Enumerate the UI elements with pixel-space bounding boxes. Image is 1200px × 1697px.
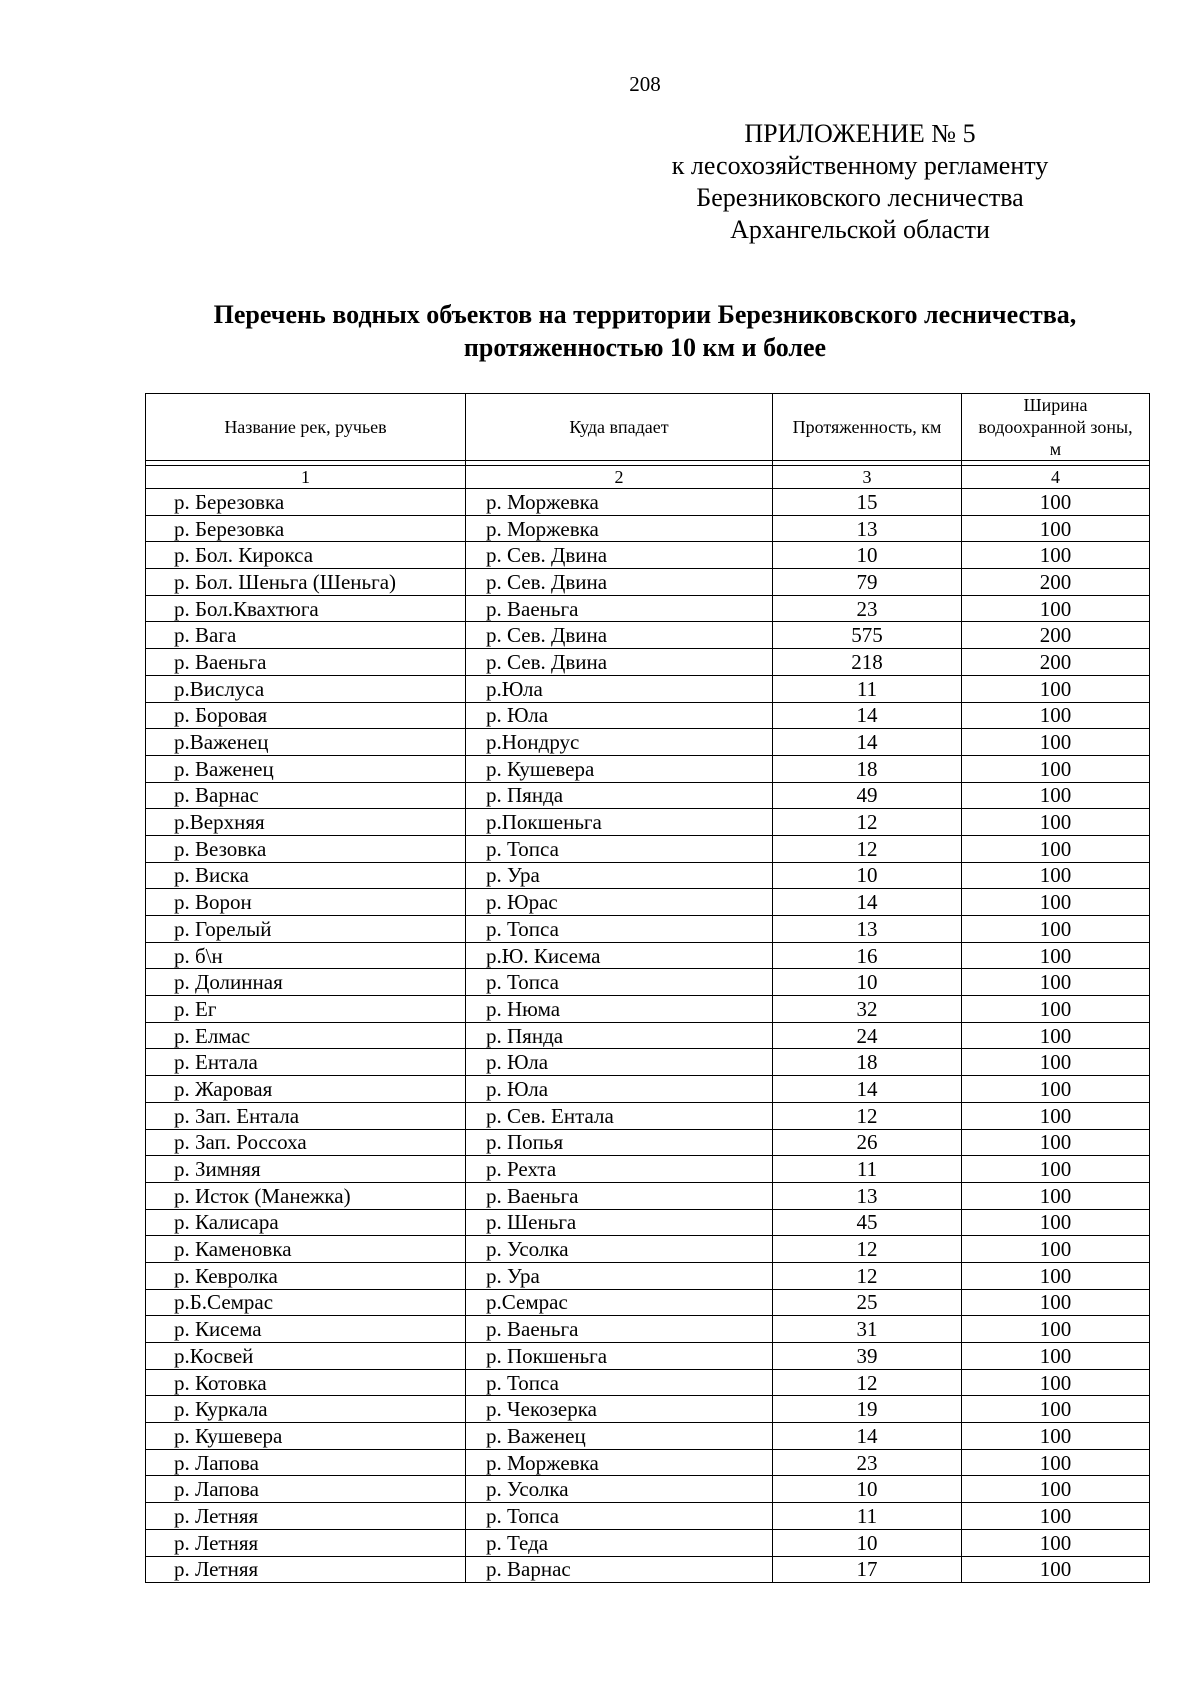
outflow-cell: р.Покшеньга — [466, 809, 773, 836]
length-cell: 12 — [773, 1262, 962, 1289]
river-name-cell: р. Кисема — [146, 1316, 466, 1343]
zone-width-cell: 100 — [962, 1343, 1150, 1370]
zone-width-cell: 100 — [962, 1423, 1150, 1450]
appendix-line-2: к лесохозяйственному регламенту — [671, 151, 1049, 180]
outflow-cell: р. Сев. Ентала — [466, 1102, 773, 1129]
zone-width-cell: 100 — [962, 1236, 1150, 1263]
length-cell: 17 — [773, 1556, 962, 1583]
length-cell: 218 — [773, 649, 962, 676]
table-row — [146, 1316, 1150, 1343]
zone-width-cell: 100 — [962, 889, 1150, 916]
river-name-cell: р. Виска — [146, 862, 466, 889]
river-name-cell: р. Кевролка — [146, 1262, 466, 1289]
outflow-cell: р. Моржевка — [466, 515, 773, 542]
table-row — [146, 1102, 1150, 1129]
zone-width-cell: 100 — [962, 1182, 1150, 1209]
river-name-cell: р. Зимняя — [146, 1156, 466, 1183]
river-name-cell: р. Лапова — [146, 1476, 466, 1503]
river-name-cell: р. Ворон — [146, 889, 466, 916]
length-cell: 10 — [773, 1529, 962, 1556]
river-name-cell: р. Бол. Шеньга (Шеньга) — [146, 569, 466, 596]
length-cell: 13 — [773, 916, 962, 943]
outflow-cell: р. Усолка — [466, 1476, 773, 1503]
river-name-cell: р. Бол.Квахтюга — [146, 595, 466, 622]
river-name-cell: р. Горелый — [146, 916, 466, 943]
outflow-cell: р.Нондрус — [466, 729, 773, 756]
length-cell: 12 — [773, 1369, 962, 1396]
appendix-heading — [640, 118, 1080, 246]
zone-width-cell: 100 — [962, 1102, 1150, 1129]
outflow-cell: р. Ваеньга — [466, 1316, 773, 1343]
table-row — [146, 515, 1150, 542]
length-cell: 39 — [773, 1343, 962, 1370]
table-row — [146, 622, 1150, 649]
table-row — [146, 1529, 1150, 1556]
zone-width-cell: 100 — [962, 1022, 1150, 1049]
outflow-cell: р. Пянда — [466, 782, 773, 809]
river-name-cell: р. Долинная — [146, 969, 466, 996]
table-row — [146, 1343, 1150, 1370]
outflow-cell: р. Шеньга — [466, 1209, 773, 1236]
river-name-cell: р. Кушевера — [146, 1423, 466, 1450]
header-zone-width — [962, 394, 1150, 461]
outflow-cell: р. Чекозерка — [466, 1396, 773, 1423]
river-name-cell: р. Бол. Кирокса — [146, 542, 466, 569]
appendix-line-4: Архангельской области — [730, 215, 990, 244]
zone-width-cell: 100 — [962, 542, 1150, 569]
length-cell: 25 — [773, 1289, 962, 1316]
river-name-cell: р. б\н — [146, 942, 466, 969]
table-row — [146, 916, 1150, 943]
table-row — [146, 755, 1150, 782]
table-row — [146, 489, 1150, 516]
column-number: 1 — [146, 466, 466, 489]
river-name-cell: р. Важенец — [146, 755, 466, 782]
outflow-cell: р. Моржевка — [466, 489, 773, 516]
table-row — [146, 1022, 1150, 1049]
table-row — [146, 675, 1150, 702]
length-cell: 15 — [773, 489, 962, 516]
outflow-cell: р. Кушевера — [466, 755, 773, 782]
river-name-cell: р. Боровая — [146, 702, 466, 729]
table-row — [146, 569, 1150, 596]
river-name-cell: р. Везовка — [146, 835, 466, 862]
outflow-cell: р. Ура — [466, 862, 773, 889]
river-name-cell: р.Важенец — [146, 729, 466, 756]
table-row — [146, 835, 1150, 862]
outflow-cell: р. Топса — [466, 835, 773, 862]
outflow-cell: р. Топса — [466, 1503, 773, 1530]
header-outflow: Куда впадает — [466, 394, 773, 461]
length-cell: 11 — [773, 1156, 962, 1183]
table-row — [146, 996, 1150, 1023]
table-row — [146, 1369, 1150, 1396]
zone-width-cell: 200 — [962, 622, 1150, 649]
document-title — [150, 298, 1140, 364]
river-name-cell: р. Березовка — [146, 515, 466, 542]
length-cell: 12 — [773, 1236, 962, 1263]
length-cell: 11 — [773, 1503, 962, 1530]
table-row — [146, 1396, 1150, 1423]
column-number: 3 — [773, 466, 962, 489]
zone-width-cell: 100 — [962, 515, 1150, 542]
table-row — [146, 809, 1150, 836]
outflow-cell: р. Важенец — [466, 1423, 773, 1450]
header-zone-line-2: водоохранной зоны, — [978, 417, 1133, 437]
outflow-cell: р. Сев. Двина — [466, 569, 773, 596]
header-name: Название рек, ручьев — [146, 394, 466, 461]
table-row — [146, 1289, 1150, 1316]
outflow-cell: р. Попья — [466, 1129, 773, 1156]
river-name-cell: р. Летняя — [146, 1556, 466, 1583]
outflow-cell: р. Юла — [466, 1076, 773, 1103]
outflow-cell: р. Топса — [466, 1369, 773, 1396]
river-name-cell: р. Летняя — [146, 1503, 466, 1530]
length-cell: 10 — [773, 862, 962, 889]
table-row — [146, 1423, 1150, 1450]
header-zone-line-1: Ширина — [1023, 395, 1088, 415]
outflow-cell: р. Сев. Двина — [466, 622, 773, 649]
length-cell: 16 — [773, 942, 962, 969]
length-cell: 45 — [773, 1209, 962, 1236]
zone-width-cell: 100 — [962, 1049, 1150, 1076]
outflow-cell: р. Пянда — [466, 1022, 773, 1049]
length-cell: 19 — [773, 1396, 962, 1423]
water-bodies-table — [145, 393, 1150, 1583]
table-row — [146, 1209, 1150, 1236]
length-cell: 14 — [773, 702, 962, 729]
table-row — [146, 542, 1150, 569]
zone-width-cell: 100 — [962, 1556, 1150, 1583]
zone-width-cell: 100 — [962, 1129, 1150, 1156]
river-name-cell: р. Калисара — [146, 1209, 466, 1236]
zone-width-cell: 100 — [962, 1369, 1150, 1396]
outflow-cell: р. Ваеньга — [466, 1182, 773, 1209]
appendix-line-3: Березниковского лесничества — [696, 183, 1024, 212]
table-row — [146, 649, 1150, 676]
river-name-cell: р. Исток (Манежка) — [146, 1182, 466, 1209]
length-cell: 79 — [773, 569, 962, 596]
table-row — [146, 942, 1150, 969]
column-number: 4 — [962, 466, 1150, 489]
river-name-cell: р. Жаровая — [146, 1076, 466, 1103]
zone-width-cell: 100 — [962, 782, 1150, 809]
title-line-1: Перечень водных объектов на территории Березниковского лесничества, — [213, 300, 1077, 329]
zone-width-cell: 100 — [962, 489, 1150, 516]
table-row — [146, 1556, 1150, 1583]
column-number-row — [146, 466, 1150, 489]
river-name-cell: р. Каменовка — [146, 1236, 466, 1263]
outflow-cell: р. Моржевка — [466, 1449, 773, 1476]
table-row — [146, 1503, 1150, 1530]
river-name-cell: р.Вислуса — [146, 675, 466, 702]
table-row — [146, 1049, 1150, 1076]
zone-width-cell: 100 — [962, 729, 1150, 756]
length-cell: 575 — [773, 622, 962, 649]
zone-width-cell: 100 — [962, 755, 1150, 782]
zone-width-cell: 100 — [962, 702, 1150, 729]
outflow-cell: р. Теда — [466, 1529, 773, 1556]
outflow-cell: р. Нюма — [466, 996, 773, 1023]
river-name-cell: р.Верхняя — [146, 809, 466, 836]
length-cell: 10 — [773, 969, 962, 996]
zone-width-cell: 100 — [962, 969, 1150, 996]
outflow-cell: р. Ваеньга — [466, 595, 773, 622]
length-cell: 11 — [773, 675, 962, 702]
table-body — [146, 461, 1150, 1583]
outflow-cell: р. Покшеньга — [466, 1343, 773, 1370]
appendix-line-1: ПРИЛОЖЕНИЕ № 5 — [744, 119, 976, 148]
column-number: 2 — [466, 466, 773, 489]
header-zone-line-3: м — [1049, 439, 1062, 459]
table-row — [146, 1076, 1150, 1103]
river-name-cell: р. Летняя — [146, 1529, 466, 1556]
zone-width-cell: 100 — [962, 595, 1150, 622]
length-cell: 31 — [773, 1316, 962, 1343]
zone-width-cell: 100 — [962, 996, 1150, 1023]
zone-width-cell: 100 — [962, 835, 1150, 862]
river-name-cell: р. Куркала — [146, 1396, 466, 1423]
river-name-cell: р. Вага — [146, 622, 466, 649]
table-row — [146, 1156, 1150, 1183]
zone-width-cell: 100 — [962, 1156, 1150, 1183]
table-row — [146, 729, 1150, 756]
zone-width-cell: 100 — [962, 942, 1150, 969]
river-name-cell: р. Зап. Россоха — [146, 1129, 466, 1156]
zone-width-cell: 100 — [962, 809, 1150, 836]
table-row — [146, 1182, 1150, 1209]
length-cell: 14 — [773, 889, 962, 916]
zone-width-cell: 100 — [962, 1316, 1150, 1343]
length-cell: 10 — [773, 1476, 962, 1503]
length-cell: 12 — [773, 835, 962, 862]
length-cell: 23 — [773, 1449, 962, 1476]
river-name-cell: р. Ентала — [146, 1049, 466, 1076]
table-row — [146, 889, 1150, 916]
zone-width-cell: 100 — [962, 1396, 1150, 1423]
outflow-cell: р. Сев. Двина — [466, 542, 773, 569]
length-cell: 23 — [773, 595, 962, 622]
outflow-cell: р. Рехта — [466, 1156, 773, 1183]
zone-width-cell: 100 — [962, 1209, 1150, 1236]
outflow-cell: р.Юла — [466, 675, 773, 702]
outflow-cell: р.Семрас — [466, 1289, 773, 1316]
outflow-cell: р. Варнас — [466, 1556, 773, 1583]
outflow-cell: р. Усолка — [466, 1236, 773, 1263]
length-cell: 10 — [773, 542, 962, 569]
length-cell: 18 — [773, 1049, 962, 1076]
outflow-cell: р. Юла — [466, 1049, 773, 1076]
outflow-cell: р. Топса — [466, 969, 773, 996]
river-name-cell: р.Косвей — [146, 1343, 466, 1370]
table-row — [146, 702, 1150, 729]
table-row — [146, 1476, 1150, 1503]
river-name-cell: р. Лапова — [146, 1449, 466, 1476]
table-row — [146, 1262, 1150, 1289]
table-header-row — [146, 394, 1150, 461]
page-number: 208 — [629, 72, 661, 96]
length-cell: 49 — [773, 782, 962, 809]
length-cell: 24 — [773, 1022, 962, 1049]
outflow-cell: р. Юрас — [466, 889, 773, 916]
length-cell: 14 — [773, 1423, 962, 1450]
river-name-cell: р. Березовка — [146, 489, 466, 516]
length-cell: 14 — [773, 1076, 962, 1103]
length-cell: 18 — [773, 755, 962, 782]
table-row — [146, 1129, 1150, 1156]
table-row — [146, 595, 1150, 622]
river-name-cell: р.Б.Семрас — [146, 1289, 466, 1316]
outflow-cell: р. Топса — [466, 916, 773, 943]
zone-width-cell: 100 — [962, 1449, 1150, 1476]
outflow-cell: р. Юла — [466, 702, 773, 729]
length-cell: 13 — [773, 1182, 962, 1209]
outflow-cell: р. Ура — [466, 1262, 773, 1289]
zone-width-cell: 100 — [962, 916, 1150, 943]
zone-width-cell: 100 — [962, 1529, 1150, 1556]
river-name-cell: р. Елмас — [146, 1022, 466, 1049]
length-cell: 14 — [773, 729, 962, 756]
length-cell: 13 — [773, 515, 962, 542]
length-cell: 12 — [773, 809, 962, 836]
zone-width-cell: 100 — [962, 1476, 1150, 1503]
table-row — [146, 1236, 1150, 1263]
river-name-cell: р. Зап. Ентала — [146, 1102, 466, 1129]
river-name-cell: р. Котовка — [146, 1369, 466, 1396]
river-name-cell: р. Варнас — [146, 782, 466, 809]
table-row — [146, 782, 1150, 809]
zone-width-cell: 100 — [962, 862, 1150, 889]
outflow-cell: р.Ю. Кисема — [466, 942, 773, 969]
table-row — [146, 862, 1150, 889]
length-cell: 32 — [773, 996, 962, 1023]
outflow-cell: р. Сев. Двина — [466, 649, 773, 676]
length-cell: 26 — [773, 1129, 962, 1156]
zone-width-cell: 200 — [962, 569, 1150, 596]
length-cell: 12 — [773, 1102, 962, 1129]
zone-width-cell: 100 — [962, 1289, 1150, 1316]
zone-width-cell: 100 — [962, 1262, 1150, 1289]
table-row — [146, 969, 1150, 996]
zone-width-cell: 100 — [962, 675, 1150, 702]
table-row — [146, 1449, 1150, 1476]
title-line-2: протяженностью 10 км и более — [463, 333, 827, 362]
river-name-cell: р. Ег — [146, 996, 466, 1023]
header-length: Протяженность, км — [773, 394, 962, 461]
zone-width-cell: 200 — [962, 649, 1150, 676]
zone-width-cell: 100 — [962, 1076, 1150, 1103]
zone-width-cell: 100 — [962, 1503, 1150, 1530]
river-name-cell: р. Ваеньга — [146, 649, 466, 676]
